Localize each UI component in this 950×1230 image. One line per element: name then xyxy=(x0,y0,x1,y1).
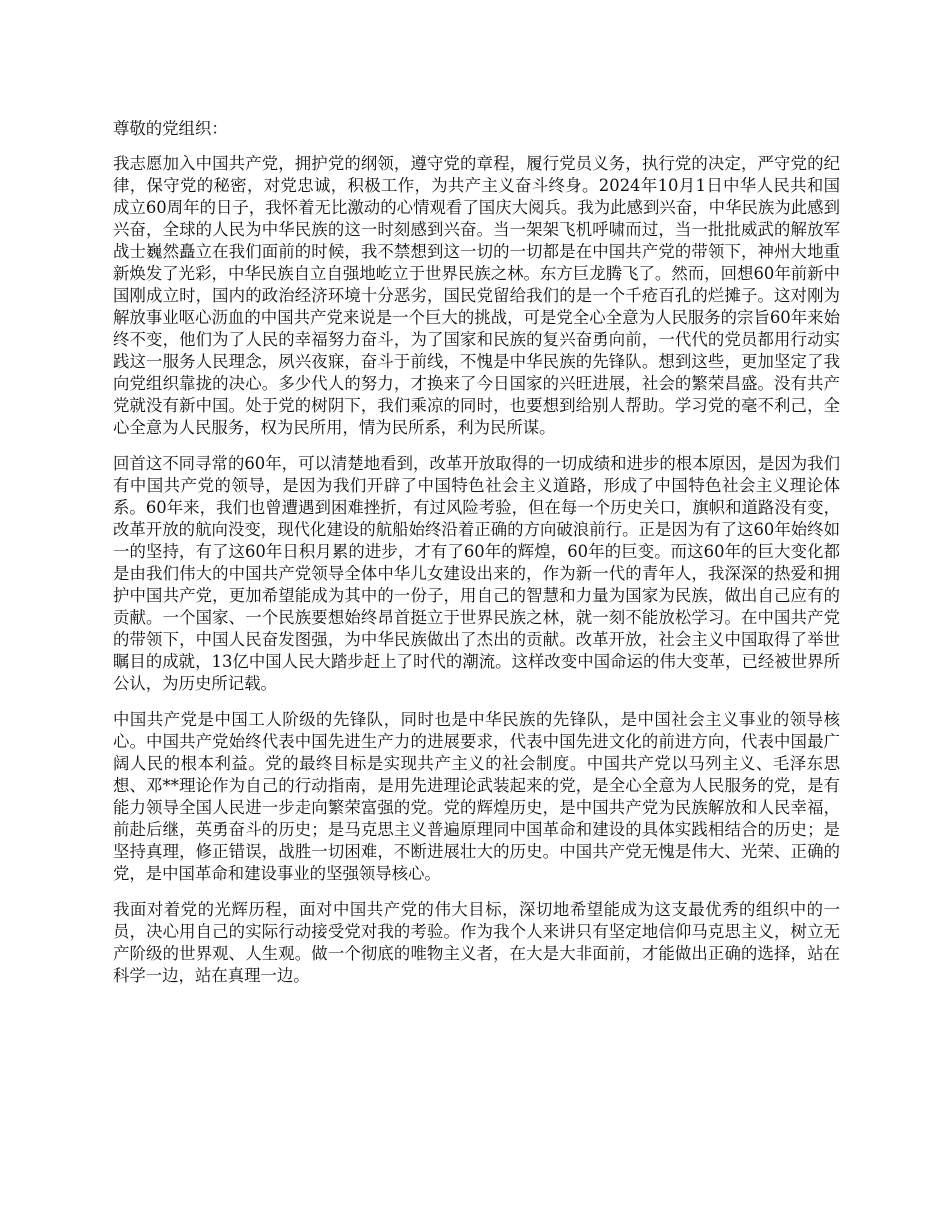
salutation: 尊敬的党组织： xyxy=(113,119,228,138)
paragraph-resolution: 我面对着党的光辉历程，面对中国共产党的伟大目标，深切地希望能成为这支最优秀的组织中的一员，决心用自己的实际行动接受党对我的考验。作为我个人来讲只有坚定地信仰马克思主义，树立无产阶级的世界观、人生观。做一个彻底的唯物主义者，在大是大非面前，才能做出正确的选择，站在科学一边，站在真理一边。 xyxy=(113,900,840,985)
paragraph-reform-review: 回首这不同寻常的60年，可以清楚地看到，改革开放取得的一切成绩和进步的根本原因，是因为我们有中国共产党的领导，是因为我们开辟了中国特色社会主义道路，形成了中国特色社会主义理论体系。60年来，我们也曾遭遇到困难挫折，有过风险考验，但在每一个历史关口，旗帜和道路没有变，改革开放的航向没变，现代化建设的航船始终沿着正确的方向破浪前行。正是因为有了这60年始终如一的坚持，有了这60年日积月累的进步，才有了60年的辉煌，60年的巨变。而这60年的巨大变化都是由我们伟大的中国共产党领导全体中华儿女建设出来的，作为新一代的青年人，我深深的热爱和拥护中国共产党，更加希望能成为其中的一份子，用自己的智慧和力量为国家为民族，做出自己应有的贡献。一个国家、一个民族要想始终昂首挺立于世界民族之林，就一刻不能放松学习。在中国共产党的带领下，中国人民奋发图强，为中华民族做出了杰出的贡献。改革开放，社会主义中国取得了举世瞩目的成就，13亿中国人民大踏步赶上了时代的潮流。这样改变中国命运的伟大变革，已经被世界所公认，为历史所记载。 xyxy=(113,454,840,693)
letter-body xyxy=(113,118,840,1001)
paragraph-party-nature: 中国共产党是中国工人阶级的先锋队，同时也是中华民族的先锋队，是中国社会主义事业的领导核心。中国共产党始终代表中国先进生产力的进展要求，代表中国先进文化的前进方向，代表中国最广阔人民的根本利益。党的最终目标是实现共产主义的社会制度。中国共产党以马列主义、毛泽东思想、邓**理论作为自己的行动指南，是用先进理论武装起来的党，是全心全意为人民服务的党，是有能力领导全国人民进一步走向繁荣富强的党。党的辉煌历史，是中国共产党为民族解放和人民幸福，前赴后继，英勇奋斗的历史；是马克思主义普遍原理同中国革命和建设的具体实践相结合的历史；是坚持真理，修正错误，战胜一切困难，不断进展壮大的历史。中国共产党无愧是伟大、光荣、正确的党，是中国革命和建设事业的坚强领导核心。 xyxy=(113,710,840,883)
paragraph-pledge: 我志愿加入中国共产党，拥护党的纲领，遵守党的章程，履行党员义务，执行党的决定，严守党的纪律，保守党的秘密，对党忠诚，积极工作，为共产主义奋斗终身。2024年10月1日中华人民共和国成立60周年的日子，我怀着无比激动的心情观看了国庆大阅兵。我为此感到兴奋，中华民族为此感到兴奋，全球的人民为中华民族的这一时刻感到兴奋。当一架架飞机呼啸而过，当一批批威武的解放军战士巍然矗立在我们面前的时候，我不禁想到这一切的一切都是在中国共产党的带领下，神州大地重新焕发了光彩，中华民族自立自强地屹立于世界民族之林。东方巨龙腾飞了。然而，回想60年前新中国刚成立时，国内的政治经济环境十分恶劣，国民党留给我们的是一个千疮百孔的烂摊子。这对刚为解放事业呕心沥血的中国共产党来说是一个巨大的挑战，可是党全心全意为人民服务的宗旨60年来始终不变，他们为了人民的幸福努力奋斗，为了国家和民族的复兴奋勇向前，一代代的党员都用行动实践这一服务人民理念，夙兴夜寐，奋斗于前线，不愧是中华民族的先锋队。想到这些，更加坚定了我向党组织靠拢的决心。多少代人的努力，才换来了今日国家的兴旺进展，社会的繁荣昌盛。没有共产党就没有新中国。处于党的树阴下，我们乘凉的同时，也要想到给别人帮助。学习党的毫不利己，全心全意为人民服务，权为民所用，情为民所系，利为民所谋。 xyxy=(113,154,840,437)
